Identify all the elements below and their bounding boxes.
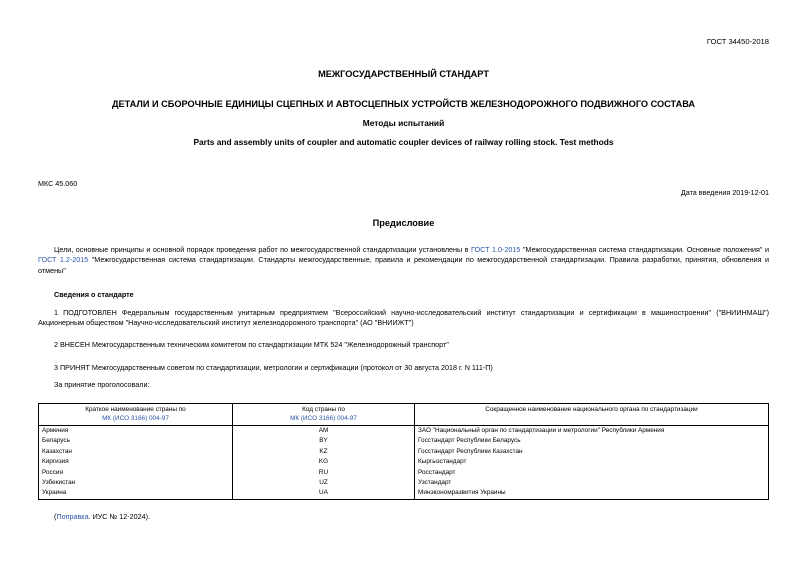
standard-type-heading: МЕЖГОСУДАРСТВЕННЫЙ СТАНДАРТ — [318, 69, 489, 79]
mk-iso-3166-link[interactable]: МК (ИСО 3166) 004-97 — [102, 414, 169, 422]
code-cell: UZ — [233, 478, 415, 488]
table-row — [39, 426, 769, 437]
amendment-text: . ИУС № 12-2024). — [88, 512, 150, 521]
code-cell: BY — [233, 436, 415, 446]
document-title: ДЕТАЛИ И СБОРОЧНЫЕ ЕДИНИЦЫ СЦЕПНЫХ И АВТОСЦЕПНЫХ УСТРОЙСТВ ЖЕЛЕЗНОДОРОЖНОГО ПОДВИЖНОГО СОСТАВА — [111, 99, 696, 109]
standard-info-heading: Сведения о стандарте — [54, 290, 134, 299]
voting-countries-table — [38, 403, 769, 500]
document-title-english: Parts and assembly units of coupler and automatic coupler devices of railway rolling stock. Test methods — [193, 137, 614, 147]
preface-text: Цели, основные принципы и основной порядок проведения работ по межгосударственной стандартизации установлены в — [54, 245, 472, 254]
standards-body-cell: Госстандарт Республики Казахстан — [415, 447, 769, 457]
amendment-open-paren: ( — [54, 512, 57, 521]
country-cell: Армения — [39, 426, 233, 437]
country-cell: Беларусь — [39, 436, 233, 446]
column-header-standards-body: Сокращенное наименование национального органа по стандартизации — [415, 404, 769, 426]
amendment-note — [54, 512, 150, 521]
column-header-country — [39, 404, 233, 426]
standards-body-cell: ЗАО "Национальный орган по стандартизации и метрологии" Республики Армения — [415, 426, 769, 437]
gost-1-0-link[interactable]: ГОСТ 1.0-2015 — [471, 245, 521, 254]
table-row — [39, 468, 769, 478]
preface-heading: Предисловие — [372, 218, 435, 228]
document-subtitle: Методы испытаний — [362, 118, 445, 128]
table-row — [39, 447, 769, 457]
standards-body-cell: Росстандарт — [415, 468, 769, 478]
country-cell: Киргизия — [39, 457, 233, 467]
country-cell: Узбекистан — [39, 478, 233, 488]
gost-1-2-link[interactable]: ГОСТ 1.2-2015 — [38, 255, 89, 265]
code-cell: KZ — [233, 447, 415, 457]
code-cell: KG — [233, 457, 415, 467]
standards-body-cell: Кыргызстандарт — [415, 457, 769, 467]
country-cell: Россия — [39, 468, 233, 478]
prepared-by-paragraph: 1 ПОДГОТОВЛЕН Федеральным государственным унитарным предприятием "Всероссийский научно-исследовательский институт стандартизации и сертификации в машиностроении" ("ВНИИНМАШ") Акционерным обществом "Научно-исследовательский институт железнодорожного транспорта" (АО "ВНИИЖТ") — [38, 308, 769, 328]
submitted-by-paragraph: 2 ВНЕСЕН Межгосударственным техническим комитетом по стандартизации МТК 524 "Железнодорожный транспорт" — [54, 340, 449, 349]
standards-body-cell: Госстандарт Республики Беларусь — [415, 436, 769, 446]
table-row — [39, 436, 769, 446]
preface-paragraph — [38, 245, 769, 276]
table-row — [39, 478, 769, 488]
country-cell: Казахстан — [39, 447, 233, 457]
table-row — [39, 457, 769, 467]
mk-iso-3166-link[interactable]: МК (ИСО 3166) 004-97 — [290, 414, 357, 422]
introduction-date: Дата введения 2019-12-01 — [680, 188, 769, 197]
column-header-code-label: Код страны по — [302, 406, 345, 413]
preface-text: "Межгосударственная система стандартизации. Основные положения" и — [520, 245, 769, 254]
column-header-code — [233, 404, 415, 426]
amendment-link[interactable]: Поправка — [56, 512, 89, 521]
standards-body-cell: Узстандарт — [415, 478, 769, 488]
mks-code: МКС 45.060 — [38, 179, 78, 188]
code-cell: RU — [233, 468, 415, 478]
code-cell: AM — [233, 426, 415, 437]
document-code: ГОСТ 34450-2018 — [706, 37, 769, 46]
country-cell: Украина — [39, 488, 233, 499]
preface-text: "Межгосударственная система стандартизации. Стандарты межгосударственные, правила и рекомендации по межгосударственной стандартизации. Правила разработки, принятия, обновления и отмены" — [38, 255, 769, 275]
adopted-by-paragraph: 3 ПРИНЯТ Межгосударственным советом по стандартизации, метрологии и сертификации (протокол от 30 августа 2018 г. N 111-П) — [54, 363, 493, 372]
column-header-country-label: Краткое наименование страны по — [85, 406, 186, 413]
voted-for-paragraph: За принятие проголосовали: — [54, 380, 150, 389]
standards-body-cell: Минэкономразвития Украины — [415, 488, 769, 499]
table-row — [39, 488, 769, 499]
code-cell: UA — [233, 488, 415, 499]
